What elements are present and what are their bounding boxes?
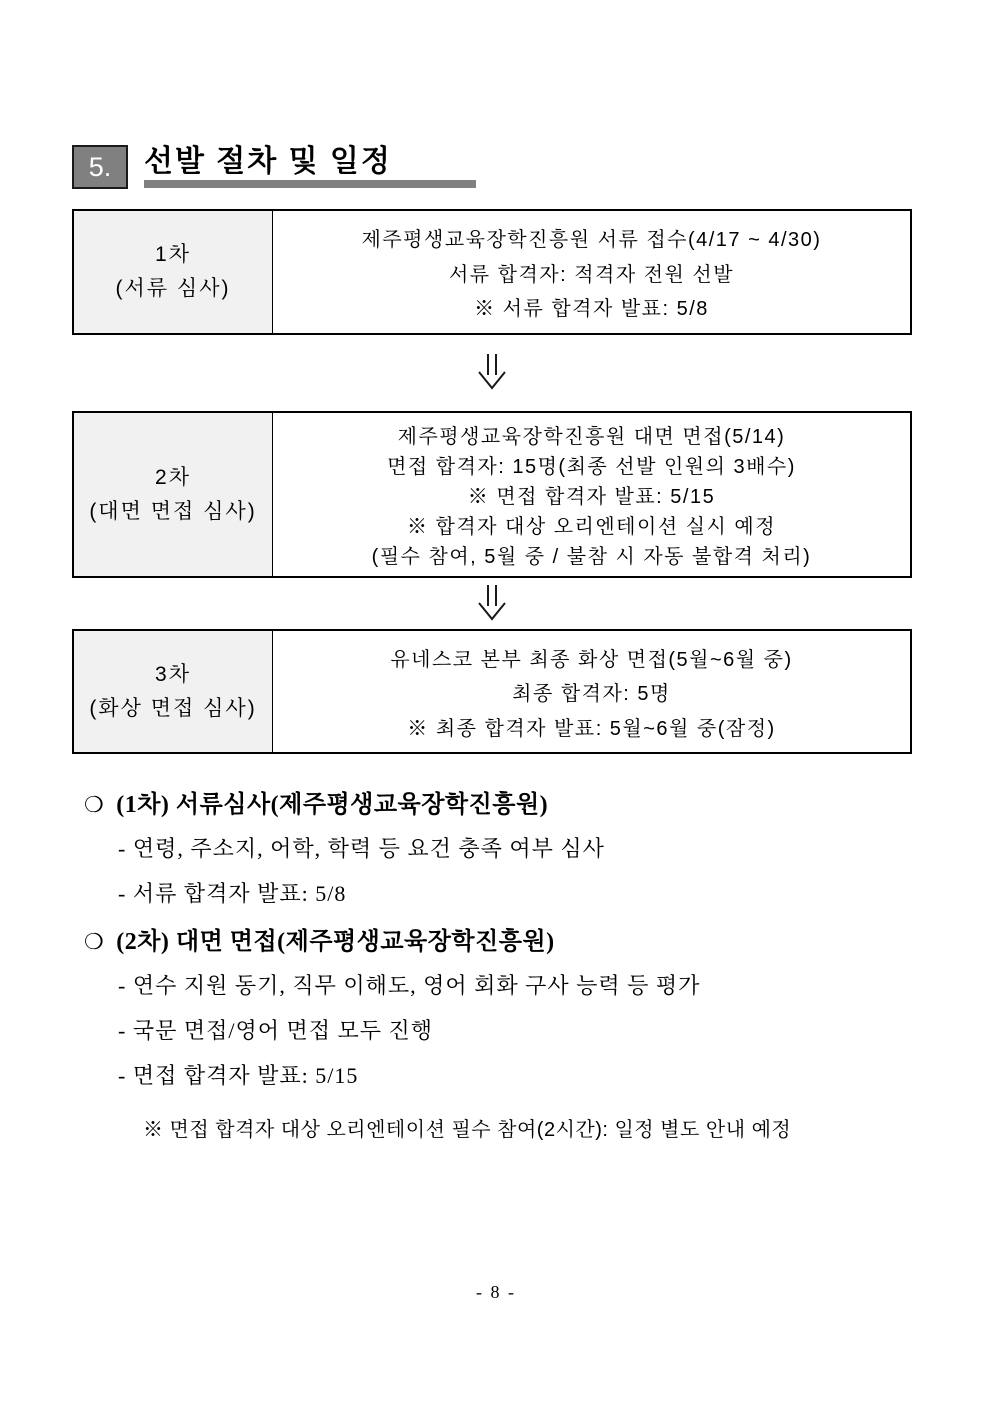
list-item: - 면접 합격자 발표: 5/15 [118,1063,359,1088]
stage-1-name: 1차 [155,243,191,266]
circle-bullet-icon: ❍ [84,792,105,817]
section-1-heading [84,790,912,820]
stage-2-line-1: 제주평생교육장학진흥원 대면 면접(5/14) [397,426,786,448]
orientation-note: ※ 면접 합격자 대상 오리엔테이션 필수 참여(2시간): 일정 별도 안내 예정 [143,1119,792,1141]
circle-bullet-icon: ❍ [84,929,105,954]
stage-table-1 [72,209,912,335]
stage-3-name: 3차 [155,662,191,686]
section-1-items [118,834,912,909]
list-item: - 연수 지원 동기, 직무 이해도, 영어 회화 구사 능력 등 평가 [118,973,701,998]
stage-3-detail-cell [273,631,910,752]
stage-table-2 [72,411,912,578]
section-1-heading-text: (1차) 서류심사(제주평생교육장학진흥원) [116,792,549,818]
down-arrow-icon [475,583,509,625]
list-item: - 서류 합격자 발표: 5/8 [118,881,347,906]
stage-1-line-1: 제주평생교육장학진흥원 서류 접수(4/17 ~ 4/30) [361,228,822,251]
flow-arrow-row-2 [72,578,912,629]
section-header [72,145,912,189]
stage-3-line-2: 최종 합격자: 5명 [512,683,671,705]
stage-2-sub: (대면 면접 심사) [89,499,257,523]
stage-2-name: 2차 [155,465,191,489]
page-number: - 8 - [476,1282,516,1302]
stage-table-3 [72,629,912,754]
section-title-wrap [144,145,476,188]
stage-2-line-5: (필수 참여, 5월 중 / 불참 시 자동 불합격 처리) [371,546,812,568]
stage-3-line-1: 유네스코 본부 최종 화상 면접(5월~6월 중) [390,648,793,671]
flow-arrow-row-1 [72,335,912,411]
list-item: - 연령, 주소지, 어학, 학력 등 요건 충족 여부 심사 [118,836,605,861]
stage-1-label-cell [74,211,273,333]
stage-3-sub: (화상 면접 심사) [89,696,257,720]
section-title: 선발 절차 및 일정 [144,145,392,178]
page-content [72,145,912,1142]
title-underline-bar [144,180,476,188]
stage-1-line-2: 서류 합격자: 적격자 전원 선발 [448,263,735,286]
section-2-heading [84,927,912,957]
stage-2-detail-cell [273,413,910,576]
stage-2-line-4: ※ 합격자 대상 오리엔테이션 실시 예정 [406,516,777,538]
list-item: - 국문 면접/영어 면접 모두 진행 [118,1018,433,1043]
stage-3-line-3: ※ 최종 합격자 발표: 5월~6월 중(잠정) [407,717,776,740]
stage-3-label-cell [74,631,273,752]
bullet-sections [72,790,912,1142]
stage-2-label-cell [74,413,273,576]
stage-2-line-2: 면접 합격자: 15명(최종 선발 인원의 3배수) [387,456,796,478]
stage-2-line-3: ※ 면접 합격자 발표: 5/15 [467,486,716,508]
stage-1-detail-cell [273,211,910,333]
section-2-heading-text: (2차) 대면 면접(제주평생교육장학진흥원) [116,929,555,955]
down-arrow-icon [475,352,509,394]
stage-1-line-3: ※ 서류 합격자 발표: 5/8 [474,298,709,321]
stage-1-sub: (서류 심사) [115,277,231,300]
section-2-items [118,971,912,1091]
section-number-box: 5. [72,145,128,189]
